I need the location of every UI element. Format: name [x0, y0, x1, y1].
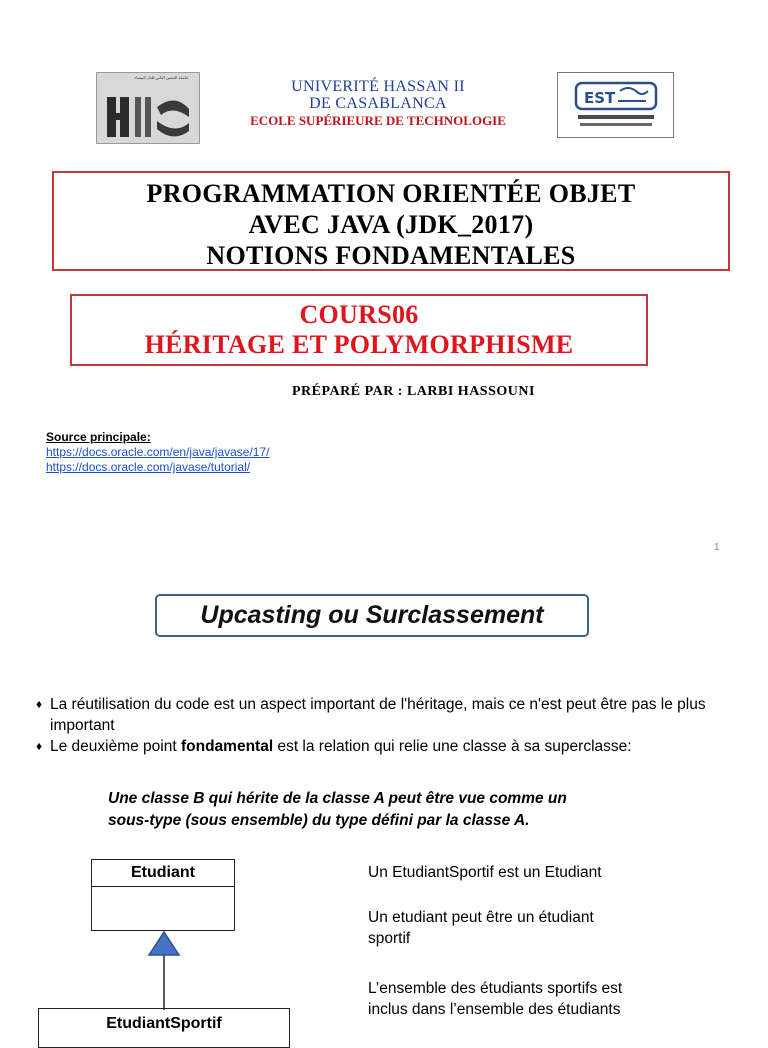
course-title — [52, 171, 730, 271]
logo-emblem-icon — [105, 95, 193, 139]
school-name: ECOLE SUPÉRIEURE DE TECHNOLOGIE — [250, 113, 506, 128]
university-name: UNIVERITÉ HASSAN II — [291, 78, 465, 95]
university-city: DE CASABLANCA — [309, 95, 447, 112]
statement — [368, 907, 748, 949]
diamond-bullet-icon: ♦ — [36, 697, 43, 711]
bullet-text: La réutilisation du code est un aspect important de l'héritage, mais ce n'est peut être pas le plus important — [50, 696, 706, 734]
source-label: Source principale: — [46, 430, 151, 444]
quote-line: Une classe B qui hérite de la classe A peut être vue comme un — [108, 790, 567, 807]
bullet-list — [36, 694, 736, 757]
university-logo — [96, 72, 200, 144]
quote-line: sous-type (sous ensemble) du type défini par la classe A. — [108, 812, 530, 829]
svg-text:EST: EST — [584, 89, 616, 107]
bullet-text: Le deuxième point — [50, 738, 181, 755]
diamond-bullet-icon: ♦ — [36, 739, 43, 753]
inheritance-arrow-icon — [140, 930, 190, 1010]
page-number: 1 — [714, 542, 720, 553]
logo-arabic-text: جامعة الحسن الثاني للدار البيضاء ‏ ‏ ‏ ‏ ‏ ‏ ‏ ‏ ‏ ‏ ‏ ‏ ‏ ‏ ‏ ‏ ‏ ‏ ‏ ‏ ‏ ‏ ‏ ‏ ‏ ‏ ‏ ‏ ‏ ‏ — [101, 76, 189, 80]
source-link-tutorial[interactable]: https://docs.oracle.com/javase/tutorial/ — [46, 460, 251, 474]
title-line: PROGRAMMATION ORIENTÉE OBJET — [146, 179, 636, 208]
bullet-item — [36, 694, 736, 736]
statement — [368, 978, 748, 1020]
statement: Un EtudiantSportif est un Etudiant — [368, 864, 602, 881]
statement-line: Un etudiant peut être un étudiant — [368, 909, 594, 926]
slide-title: Upcasting ou Surclassement — [155, 594, 589, 637]
bullet-item — [36, 736, 736, 757]
lesson-number: COURS06 — [299, 300, 419, 329]
uml-class-etudiantsportif: EtudiantSportif — [38, 1008, 290, 1048]
source-link-javase17[interactable]: https://docs.oracle.com/en/java/javase/17/ — [46, 445, 270, 459]
definition-quote — [108, 788, 628, 832]
est-emblem-icon — [558, 73, 673, 137]
statement-line: inclus dans l’ensemble des étudiants — [368, 1001, 621, 1018]
statement-line: sportif — [368, 930, 411, 947]
uml-class-name: Etudiant — [92, 860, 234, 887]
source-block — [46, 430, 269, 475]
lesson-title — [70, 294, 648, 366]
title-line: AVEC JAVA (JDK_2017) — [248, 210, 534, 239]
lesson-topic: HÉRITAGE ET POLYMORPHISME — [144, 330, 574, 359]
statement-line: L’ensemble des étudiants sportifs est — [368, 980, 623, 997]
author-line: PRÉPARÉ PAR : LARBI HASSOUNI — [292, 384, 535, 399]
bullet-text: est la relation qui relie une classe à sa superclasse: — [273, 738, 632, 755]
bullet-emphasis: fondamental — [180, 738, 274, 755]
est-logo — [557, 72, 674, 138]
uml-class-etudiant — [91, 859, 235, 931]
university-header — [200, 78, 556, 129]
title-line: NOTIONS FONDAMENTALES — [206, 241, 576, 270]
